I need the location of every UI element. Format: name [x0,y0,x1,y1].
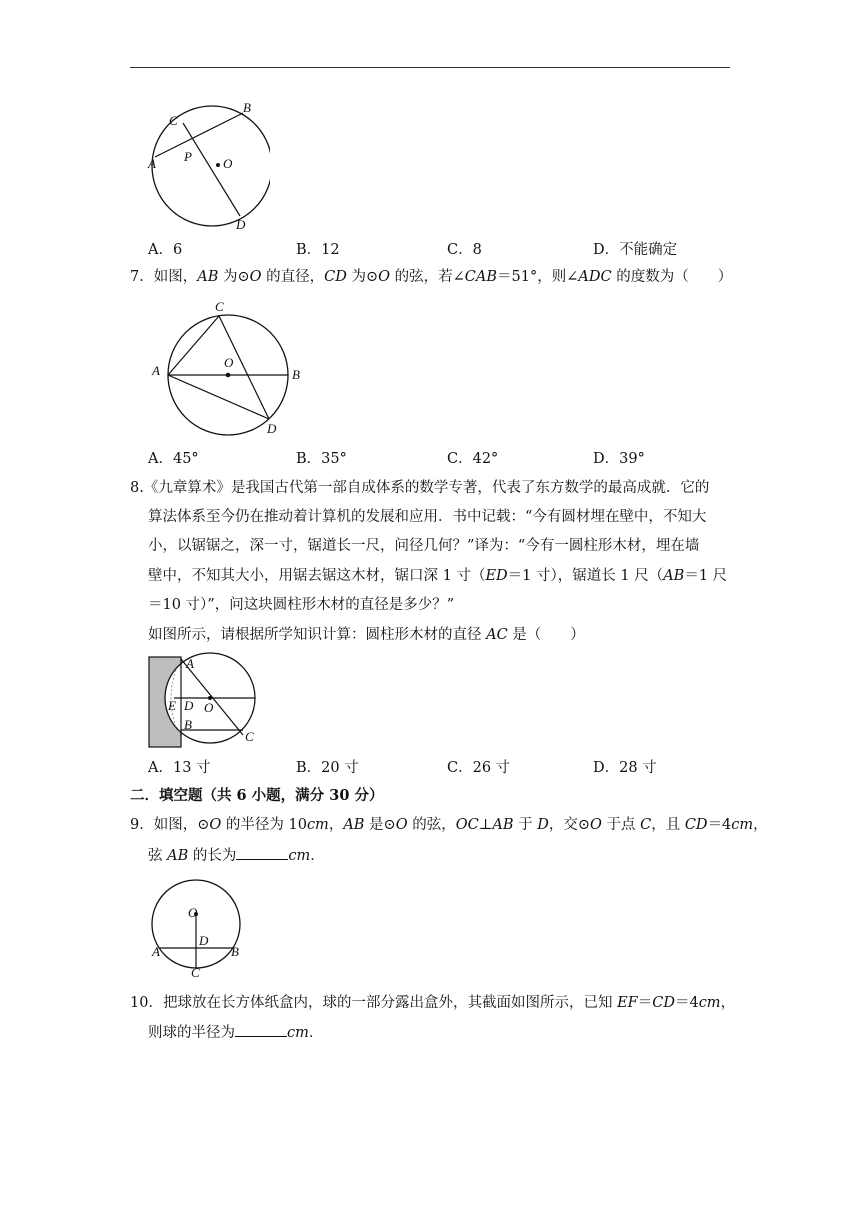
q9-label-b: B [231,944,239,959]
q9-line-2: 弦 AB 的长为 cm． [148,845,325,866]
q6-label-d: D [236,217,246,232]
q9-line-1: 9．如图，⊙O 的半径为 10cm，AB 是⊙O 的弦，OC⊥AB 于 D，交⊙O 于点 C，且 CD＝4cm， [130,817,768,833]
q6-label-c: C [169,113,178,128]
header-rule [130,67,730,68]
q7-option-b: B．35° [296,451,347,467]
q8-line-6: 如图所示，请根据所学知识计算：圆柱形木材的直径 AC 是（ ） [148,627,585,643]
q10-line-1: 10．把球放在长方体纸盒内，球的一部分露出盒外，其截面如图所示，已知 EF＝CD＝4cm， [130,995,736,1011]
q8-label-o: O [204,700,214,715]
section-2-title: 二．填空题（共 6 小题，满分 30 分） [130,787,384,804]
q7-label-d: D [267,421,277,436]
q7-option-c: C．42° [447,451,499,467]
q8-label-d: D [184,698,194,713]
q8-wood-figure [148,652,263,752]
q8-option-c: C．26 寸 [447,760,511,776]
q8-option-d: D．28 寸 [593,760,657,776]
q9-answer-blank[interactable] [236,845,288,860]
q8-option-b: B．20 寸 [296,760,359,776]
q8-label-e: E [168,698,176,713]
q9-label-o: O [188,905,198,920]
q9-circle-figure [148,878,248,978]
q8-label-c: C [245,729,254,744]
q10-answer-blank[interactable] [235,1022,287,1037]
q6-option-a: A．6 [148,242,183,258]
q6-label-o: O [223,156,233,171]
q7-label-a: A [152,363,160,378]
q6-circle-figure [140,95,270,235]
q8-label-b: B [184,717,192,732]
q6-option-c: C．8 [447,242,482,258]
q6-option-b: B．12 [296,242,340,258]
q9-label-a: A [152,944,160,959]
q8-line-5: ＝10 寸）”，问这块圆柱形木材的直径是多少？” [148,597,455,613]
q7-stem: 7．如图，AB 为⊙O 的直径，CD 为⊙O 的弦，若∠CAB＝51°，则∠ADC 的度数为（ ） [130,269,733,285]
q8-line-4: 壁中，不知其大小，用锯去锯这木材，锯口深 1 寸（ED＝1 寸），锯道长 1 尺（AB＝1 尺 [148,568,728,584]
q10-line-2: 则球的半径为 cm． [148,1022,323,1043]
q9-label-c: C [191,965,200,978]
q7-circle-figure [148,295,313,440]
q7-label-b: B [292,367,300,382]
q8-line-1: 8.《九章算术》是我国古代第一部自成体系的数学专著，代表了东方数学的最高成就．它的 [130,480,710,496]
q6-option-d: D．不能确定 [593,242,678,258]
q8-label-a: A [186,656,194,671]
q6-label-a: A [148,156,156,171]
q8-line-2: 算法体系至今仍在推动着计算机的发展和应用．书中记载：“今有圆材埋在壁中，不知大 [148,509,707,525]
q9-label-d: D [199,933,209,948]
q7-label-c: C [215,299,224,314]
q8-line-3: 小，以锯锯之，深一寸，锯道长一尺，问径几何？”译为：“今有一圆柱形木材，埋在墙 [148,538,700,554]
q8-option-a: A．13 寸 [148,760,211,776]
q6-label-b: B [243,100,251,115]
q7-label-o: O [224,355,234,370]
q7-option-d: D．39° [593,451,645,467]
q6-label-p: P [184,149,192,164]
q7-option-a: A．45° [148,451,199,467]
